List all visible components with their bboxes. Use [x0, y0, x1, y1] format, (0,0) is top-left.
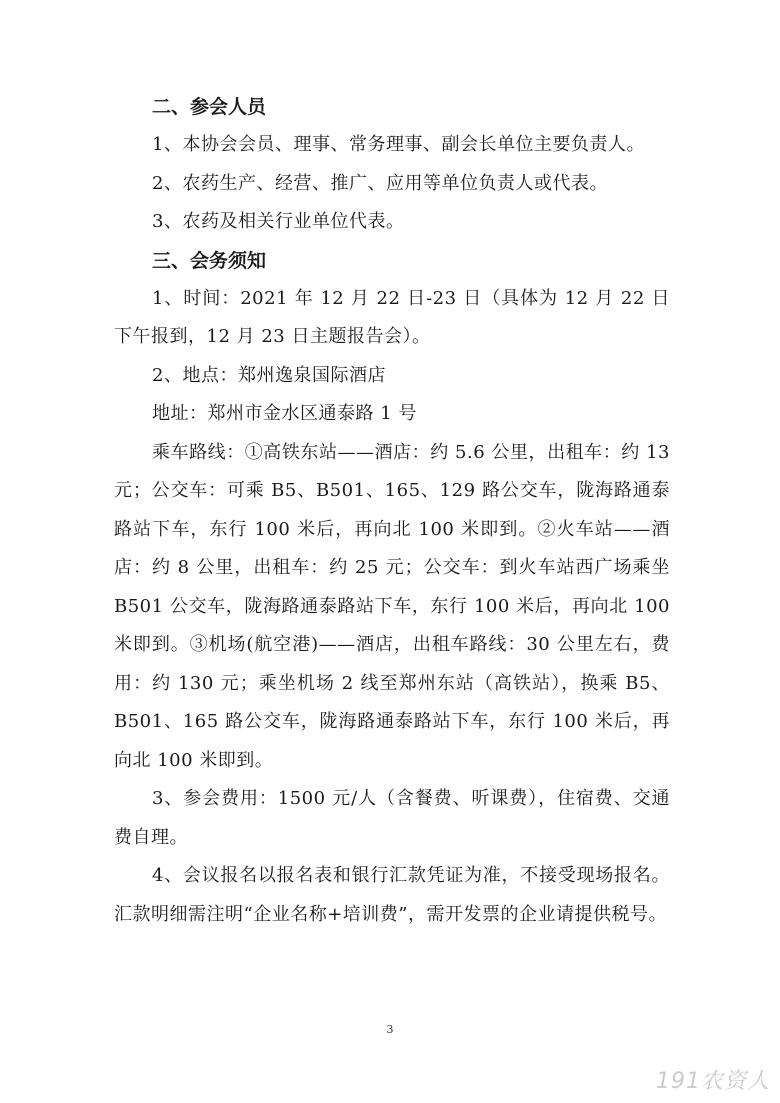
watermark-logo: 191农资人 — [656, 1069, 770, 1094]
section-heading-attendees: 二、参会人员 — [152, 96, 267, 118]
notice-location: 2、地点：郑州逸泉国际酒店 — [152, 364, 386, 386]
section-heading-notice: 三、会务须知 — [152, 249, 267, 272]
notice-time: 1、时间：2021 年 12 月 22 日-23 日（具体为 12 月 22 日下午报到，12 月 23 日主题报告会）。 — [114, 287, 670, 347]
notice-address: 地址：郑州市金水区通泰路 1 号 — [152, 403, 417, 424]
attendee-item-2: 2、农药生产、经营、推广、应用等单位负责人或代表。 — [152, 172, 608, 194]
document-body — [114, 88, 670, 934]
attendee-item-3: 3、农药及相关行业单位代表。 — [152, 211, 405, 232]
notice-fee: 3、参会费用：1500 元/人（含餐费、听课费），住宿费、交通费自理。 — [114, 788, 670, 848]
notice-route: 乘车路线：①高铁东站——酒店：约 5.6 公里，出租车：约 13 元；公交车：可乘 B5、B501、165、129 路公交车，陇海路通泰路站下车，东行 100 米后，再向北 100 米即到。②火车站——酒店：约 8 公里，出租车：约 25 元；公交车：到火车站西广场乘坐 B501 公交车，陇海路通泰路站下车，东行 100 米后，再向北 100 米即到。③机场(航空港)——酒店，出租车路线：30 公里左右，费用：约 130 元；乘坐机场 2 线至郑州东站（高铁站），换乘 B5、B501、165 路公交车，陇海路通泰路站下车，东行 100 米后，再向北 100 米即到。 — [114, 441, 670, 771]
attendee-item-1: 1、本协会会员、理事、常务理事、副会长单位主要负责人。 — [152, 134, 645, 155]
notice-registration: 4、会议报名以报名表和银行汇款凭证为准，不接受现场报名。汇款明细需注明“企业名称+培训费”，需开发票的企业请提供税号。 — [114, 865, 670, 925]
page-number: 3 — [386, 1023, 394, 1036]
